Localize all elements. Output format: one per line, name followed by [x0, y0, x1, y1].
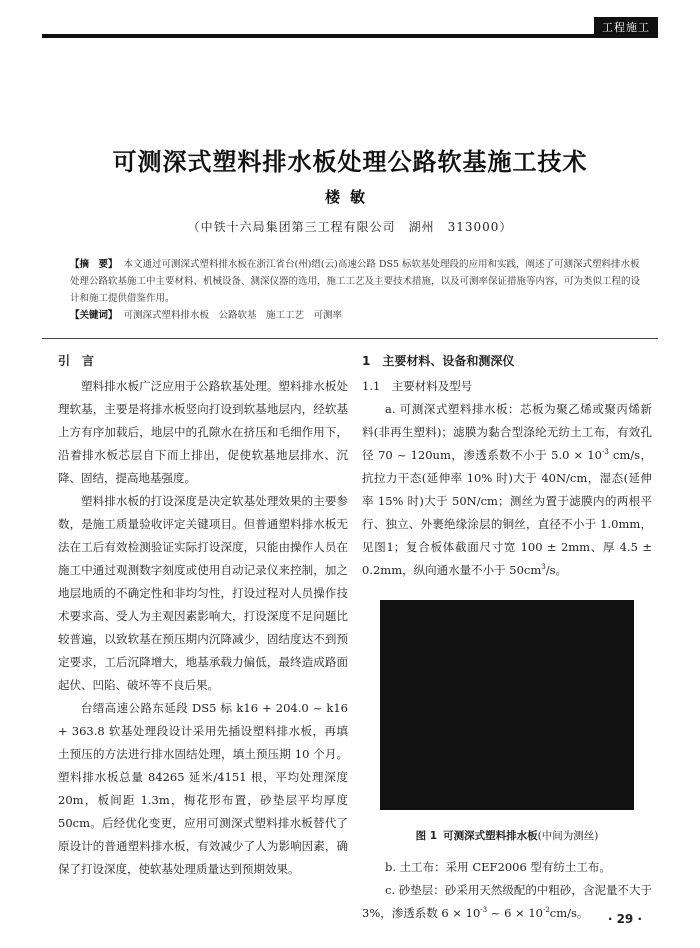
header-rule: [42, 34, 658, 38]
intro-paragraph-1: 塑料排水板广泛应用于公路软基处理。塑料排水板处理软基，主要是将排水板竖向打设到软基地层内，经软基上方有序加载后，地层中的孔隙水在挤压和毛细作用下，沿着排水板芯层自下而上排出，促使软基地层排水、沉降、固结，提高地基强度。: [58, 379, 348, 485]
figure-1-title: 可测深式塑料排水板: [443, 830, 538, 842]
left-column: [58, 350, 348, 881]
material-b-paragraph: b. 土工布：采用 CEF2006 型有纺土工布。: [385, 860, 611, 874]
keywords-text: 可测深式塑料排水板 公路软基 施工工艺 可测率: [123, 310, 343, 321]
material-a-paragraph: a. 可测深式塑料排水板：芯板为聚乙烯或聚丙烯新料(非再生塑料)；滤膜为黏合型涤纶无纺土工布，有效孔径 70 ~ 120um，渗透系数不小于 $5.0 \times 10^{-3}$ cm/s，抗拉力干态(延伸率 10% 时)大于 40N/cm，湿态(延伸率 15% 时)大于 50N/cm；测丝为置于滤膜内的两根平行、独立、外裹绝缘涂层的铜丝，直径不小于 1.0mm，见图1；复合板体截面尺寸宽 100 ± 2mm、厚 4.5 ± 0.2mm，纵向通水量不小于 $50cm^3/s$。: [362, 402, 652, 577]
section-1-heading: 1 主要材料、设备和测深仪: [362, 354, 515, 368]
keywords: [70, 307, 642, 324]
affiliation: （中铁十六局集团第三工程有限公司 湖州 313000）: [187, 220, 513, 234]
section-divider: [42, 338, 658, 339]
intro-paragraph-2: 塑料排水板的打设深度是决定软基处理效果的主要参数，是施工质量验收评定关键项目。但普通塑料排水板无法在工后有效检测验证实际打设深度，只能由操作人员在施工中通过观测数字刻度或使用自动记录仪来控制，加之地层地质的不确定性和非均匀性，打设过程对人员操作技术要求高、受人为主观因素影响大，打设深度不足问题比较普遍，以致软基在预压期内沉降减少，固结度达不到预定要求，工后沉降增大，地基承载力偏低，最终造成路面起伏、凹陷、破坏等不良后果。: [58, 494, 348, 692]
section-1-1-heading: 1.1 主要材料及型号: [362, 379, 473, 393]
abstract-label: 【摘 要】: [70, 259, 118, 270]
page-number: · 29 ·: [607, 912, 642, 926]
figure-1-caption: [362, 828, 652, 844]
figure-1-image: [380, 600, 634, 810]
abstract: [70, 256, 642, 307]
figure-1-note: (中间为测丝): [537, 830, 599, 842]
intro-paragraph-3: 台缙高速公路东延段 DS5 标 k16 + 204.0 ~ k16 + 363.8 软基处理段设计采用先插设塑料排水板，再填土预压的方法进行排水固结处理，填土预压期 10 个月。塑料排水板总量 84265 延米/4151 根，平均处理深度 20m，板间距 1.3m，梅花形布置，砂垫层平均厚度 50cm。后经优化变更，应用可测深式塑料排水板替代了原设计的普通塑料排水板，有效减少了人为影响因素，确保了打设深度，使软基处理质量达到预期效果。: [58, 701, 348, 876]
author: 楼敏: [324, 188, 375, 206]
section-tag: 工程施工: [594, 17, 658, 38]
intro-heading: 引 言: [58, 354, 95, 368]
material-c-paragraph: c. 砂垫层：砂采用天然级配的中粗砂，含泥量不大于 3%，渗透系数 $6 \times 10^{-3}$ ~ $6 \times 10^{-2}cm/s$。: [362, 883, 652, 920]
article-title: 可测深式塑料排水板处理公路软基施工技术: [112, 148, 588, 176]
keywords-label: 【关键词】: [70, 310, 118, 321]
abstract-text: 本文通过可测深式塑料排水板在浙江省台(州)缙(云)高速公路 DS5 标软基处理段的应用和实践，阐述了可测深式塑料排水板处理公路软基施工中主要材料、机械设备、测深仪器的选用，施工工艺及主要技术措施，以及可测率保证措施等内容，可为类似工程的设计和施工提供借鉴作用。: [70, 259, 641, 304]
figure-1-number: 图 1: [415, 830, 438, 842]
abstract-block: [70, 256, 642, 324]
right-column: [362, 350, 652, 925]
